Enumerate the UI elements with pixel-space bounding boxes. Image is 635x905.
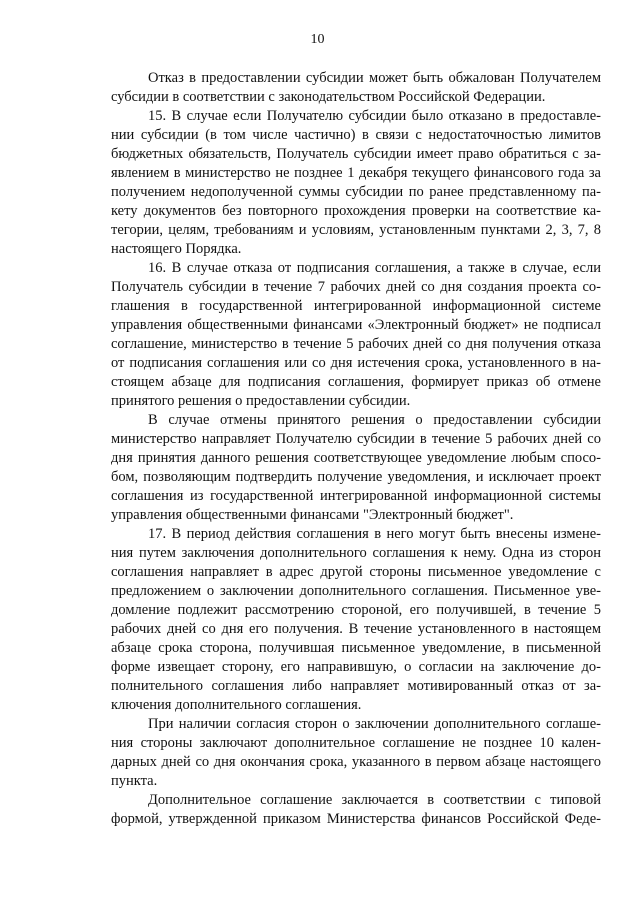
- paragraph-line: соглашения из государственной интегрированной информационной системы: [111, 488, 601, 504]
- paragraph-line: дня принятия данного решения соответствующее уведомление любым спосо-: [111, 450, 601, 466]
- paragraph-line: явлением в министерство не позднее 1 декабря текущего финансового года за: [111, 165, 601, 181]
- paragraph-line: ния стороны заключают дополнительное соглашение не позднее 10 кален-: [111, 735, 601, 751]
- paragraph-line: дарных дней со дня окончания срока, указанного в первом абзаце настоящего: [111, 754, 601, 770]
- paragraph-line: рабочих дней со дня его получения. В течение установленного в настоящем: [111, 621, 601, 637]
- paragraph-line: соглашения направляет в адрес другой стороны письменное уведомление с: [111, 564, 601, 580]
- paragraph-line: соглашение, министерство в течение 5 рабочих дней со дня получения отказа: [111, 336, 601, 352]
- paragraph-line: от подписания соглашения или со дня истечения срока, установленного в на-: [111, 355, 601, 371]
- paragraph-standard-form: [111, 791, 601, 829]
- paragraph-line: ния путем заключения дополнительного соглашения к нему. Одна из сторон: [111, 545, 601, 561]
- paragraph-line: ключения дополнительного соглашения.: [111, 697, 362, 713]
- paragraph-line: стоящем абзаце для подписания соглашения, формирует приказ об отмене: [111, 374, 601, 390]
- paragraph-line: управления общественными финансами «Электронный бюджет» не подписал: [111, 317, 601, 333]
- paragraph-consent: [111, 715, 601, 791]
- paragraph-clause-17: [111, 525, 601, 715]
- page-number: 10: [310, 32, 325, 47]
- paragraph-line: настоящего Порядка.: [111, 241, 242, 257]
- paragraph-line: нии субсидии (в том числе частично) в связи с недостаточностью лимитов: [111, 127, 601, 143]
- paragraph-line: 17. В период действия соглашения в него могут быть внесены измене-: [148, 526, 601, 542]
- paragraph-line: домление подлежит рассмотрению стороной, его получившей, в течение 5: [111, 602, 601, 618]
- paragraph-line: Отказ в предоставлении субсидии может быть обжалован Получателем: [148, 70, 601, 86]
- paragraph-line: Дополнительное соглашение заключается в соответствии с типовой: [148, 792, 601, 808]
- paragraph-line: получением недополученной суммы субсидии по ранее представленному па-: [111, 184, 601, 200]
- paragraph-line: предложением о заключении дополнительного соглашения. Письменное уве-: [111, 583, 601, 599]
- paragraph-line: При наличии согласия сторон о заключении дополнительного соглаше-: [148, 716, 601, 732]
- paragraph-line: Получатель субсидии в течение 7 рабочих дней со дня создания проекта со-: [111, 279, 601, 295]
- paragraph-line: абзаце срока сторона, получившая письменное уведомление, в письменной: [111, 640, 601, 656]
- document-body: [111, 69, 601, 829]
- paragraph-line: тегории, целям, требованиям и условиям, установленным пунктами 2, 3, 7, 8: [111, 222, 601, 238]
- paragraph-line: принятого решения о предоставлении субсидии.: [111, 393, 411, 409]
- paragraph-clause-16: [111, 259, 601, 411]
- paragraph-line: кету документов без повторного прохождения проверки на соответствие ка-: [111, 203, 601, 219]
- paragraph-line: бом, позволяющим подтвердить получение уведомления, и исключает проект: [111, 469, 601, 485]
- paragraph-line: 16. В случае отказа от подписания соглашения, а также в случае, если: [148, 260, 601, 276]
- paragraph-line: форме извещает сторону, его направившую, о согласии на заключение до-: [111, 659, 601, 675]
- paragraph-line: В случае отмены принятого решения о предоставлении субсидии: [148, 412, 601, 428]
- paragraph-clause-15: [111, 107, 601, 259]
- paragraph-line: министерство направляет Получателю субсидии в течение 5 рабочих дней со: [111, 431, 601, 447]
- paragraph-line: полнительного соглашения либо направляет мотивированный отказ от за-: [111, 678, 601, 694]
- paragraph-line: управления общественными финансами "Электронный бюджет".: [111, 507, 514, 523]
- paragraph-appeal: [111, 69, 601, 107]
- paragraph-line: глашения в государственной интегрированной информационной системе: [111, 298, 601, 314]
- paragraph-line: формой, утвержденной приказом Министерства финансов Российской Феде-: [111, 811, 601, 827]
- paragraph-cancellation: [111, 411, 601, 525]
- paragraph-line: 15. В случае если Получателю субсидии было отказано в предоставле-: [148, 108, 601, 124]
- paragraph-line: пункта.: [111, 773, 158, 789]
- paragraph-line: бюджетных обязательств, Получатель субсидии имеет право обратиться с за-: [111, 146, 601, 162]
- paragraph-line: субсидии в соответствии с законодательством Российской Федерации.: [111, 89, 546, 105]
